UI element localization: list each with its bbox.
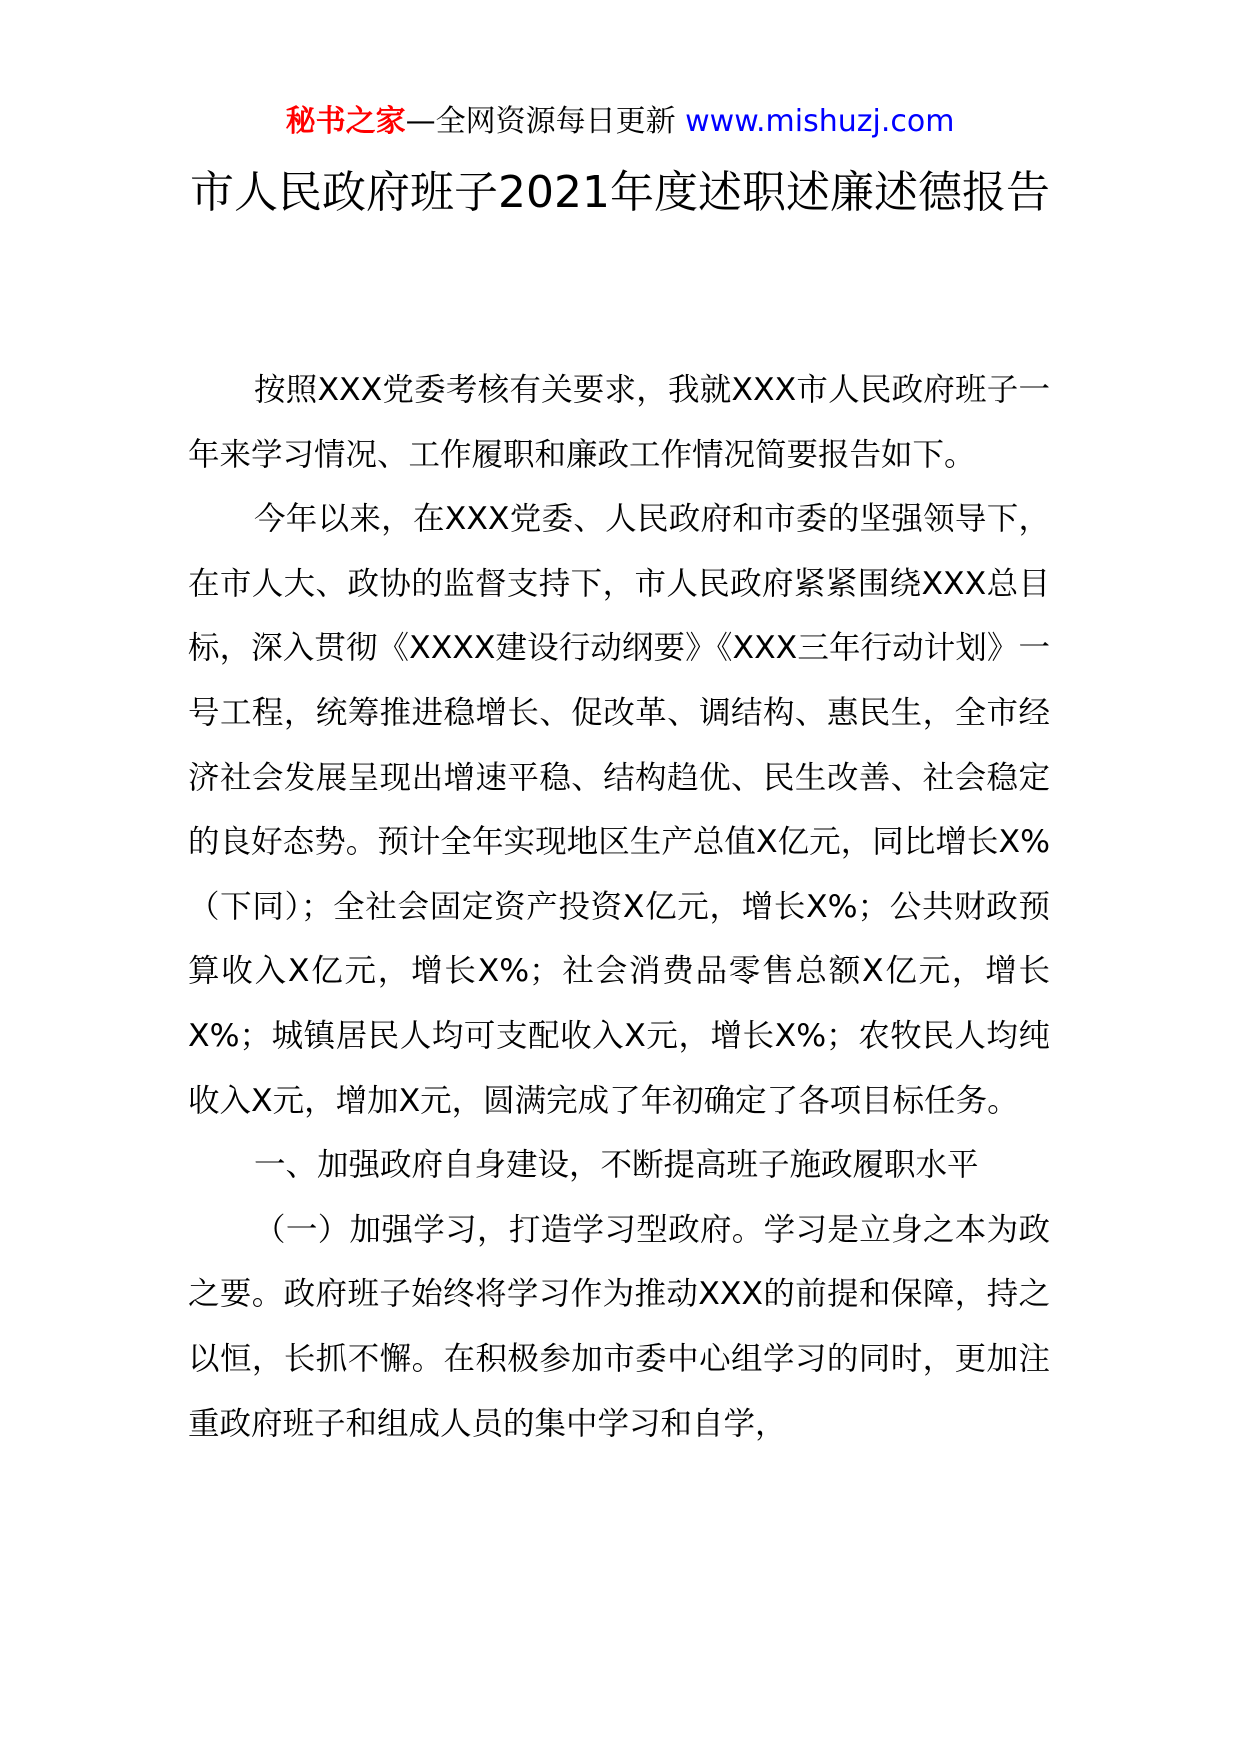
site-brand: 秘书之家 [285, 104, 406, 139]
document-title: 市人民政府班子2021年度述职述廉述德报告 [190, 167, 1050, 218]
document-body [188, 358, 1050, 1456]
intro-paragraph: 按照XXX党委考核有关要求，我就XXX市人民政府班子一年来学习情况、工作履职和廉政工作情况简要报告如下。 [188, 372, 1050, 473]
summary-paragraph: 今年以来，在XXX党委、人民政府和市委的坚强领导下，在市人大、政协的监督支持下，市人民政府紧紧围绕XXX总目标，深入贯彻《XXXX建设行动纲要》《XXX三年行动计划》一号工程，统筹推进稳增长、促改革、调结构、惠民生，全市经济社会发展呈现出增速平稳、结构趋优、民生改善、社会稳定的良好态势。预计全年实现地区生产总值X亿元，同比增长X%（下同）；全社会固定资产投资X亿元，增长X%；公共财政预算收入X亿元，增长X%；社会消费品零售总额X亿元，增长X%；城镇居民人均可支配收入X元，增长X%；农牧民人均纯收入X元，增加X元，圆满完成了年初确定了各项目标任务。 [188, 501, 1050, 1119]
section-heading-1: 一、加强政府自身建设，不断提高班子施政履职水平 [254, 1147, 979, 1184]
site-header [0, 100, 1240, 144]
site-slogan: —全网资源每日更新 [405, 104, 686, 139]
site-url-link[interactable]: www.mishuzj.com [685, 104, 955, 139]
subsection-paragraph-1: （一）加强学习，打造学习型政府。学习是立身之本为政之要。政府班子始终将学习作为推动XXX的前提和保障，持之以恒，长抓不懈。在积极参加市委中心组学习的同时，更加注重政府班子和组成人员的集中学习和自学， [188, 1211, 1050, 1442]
